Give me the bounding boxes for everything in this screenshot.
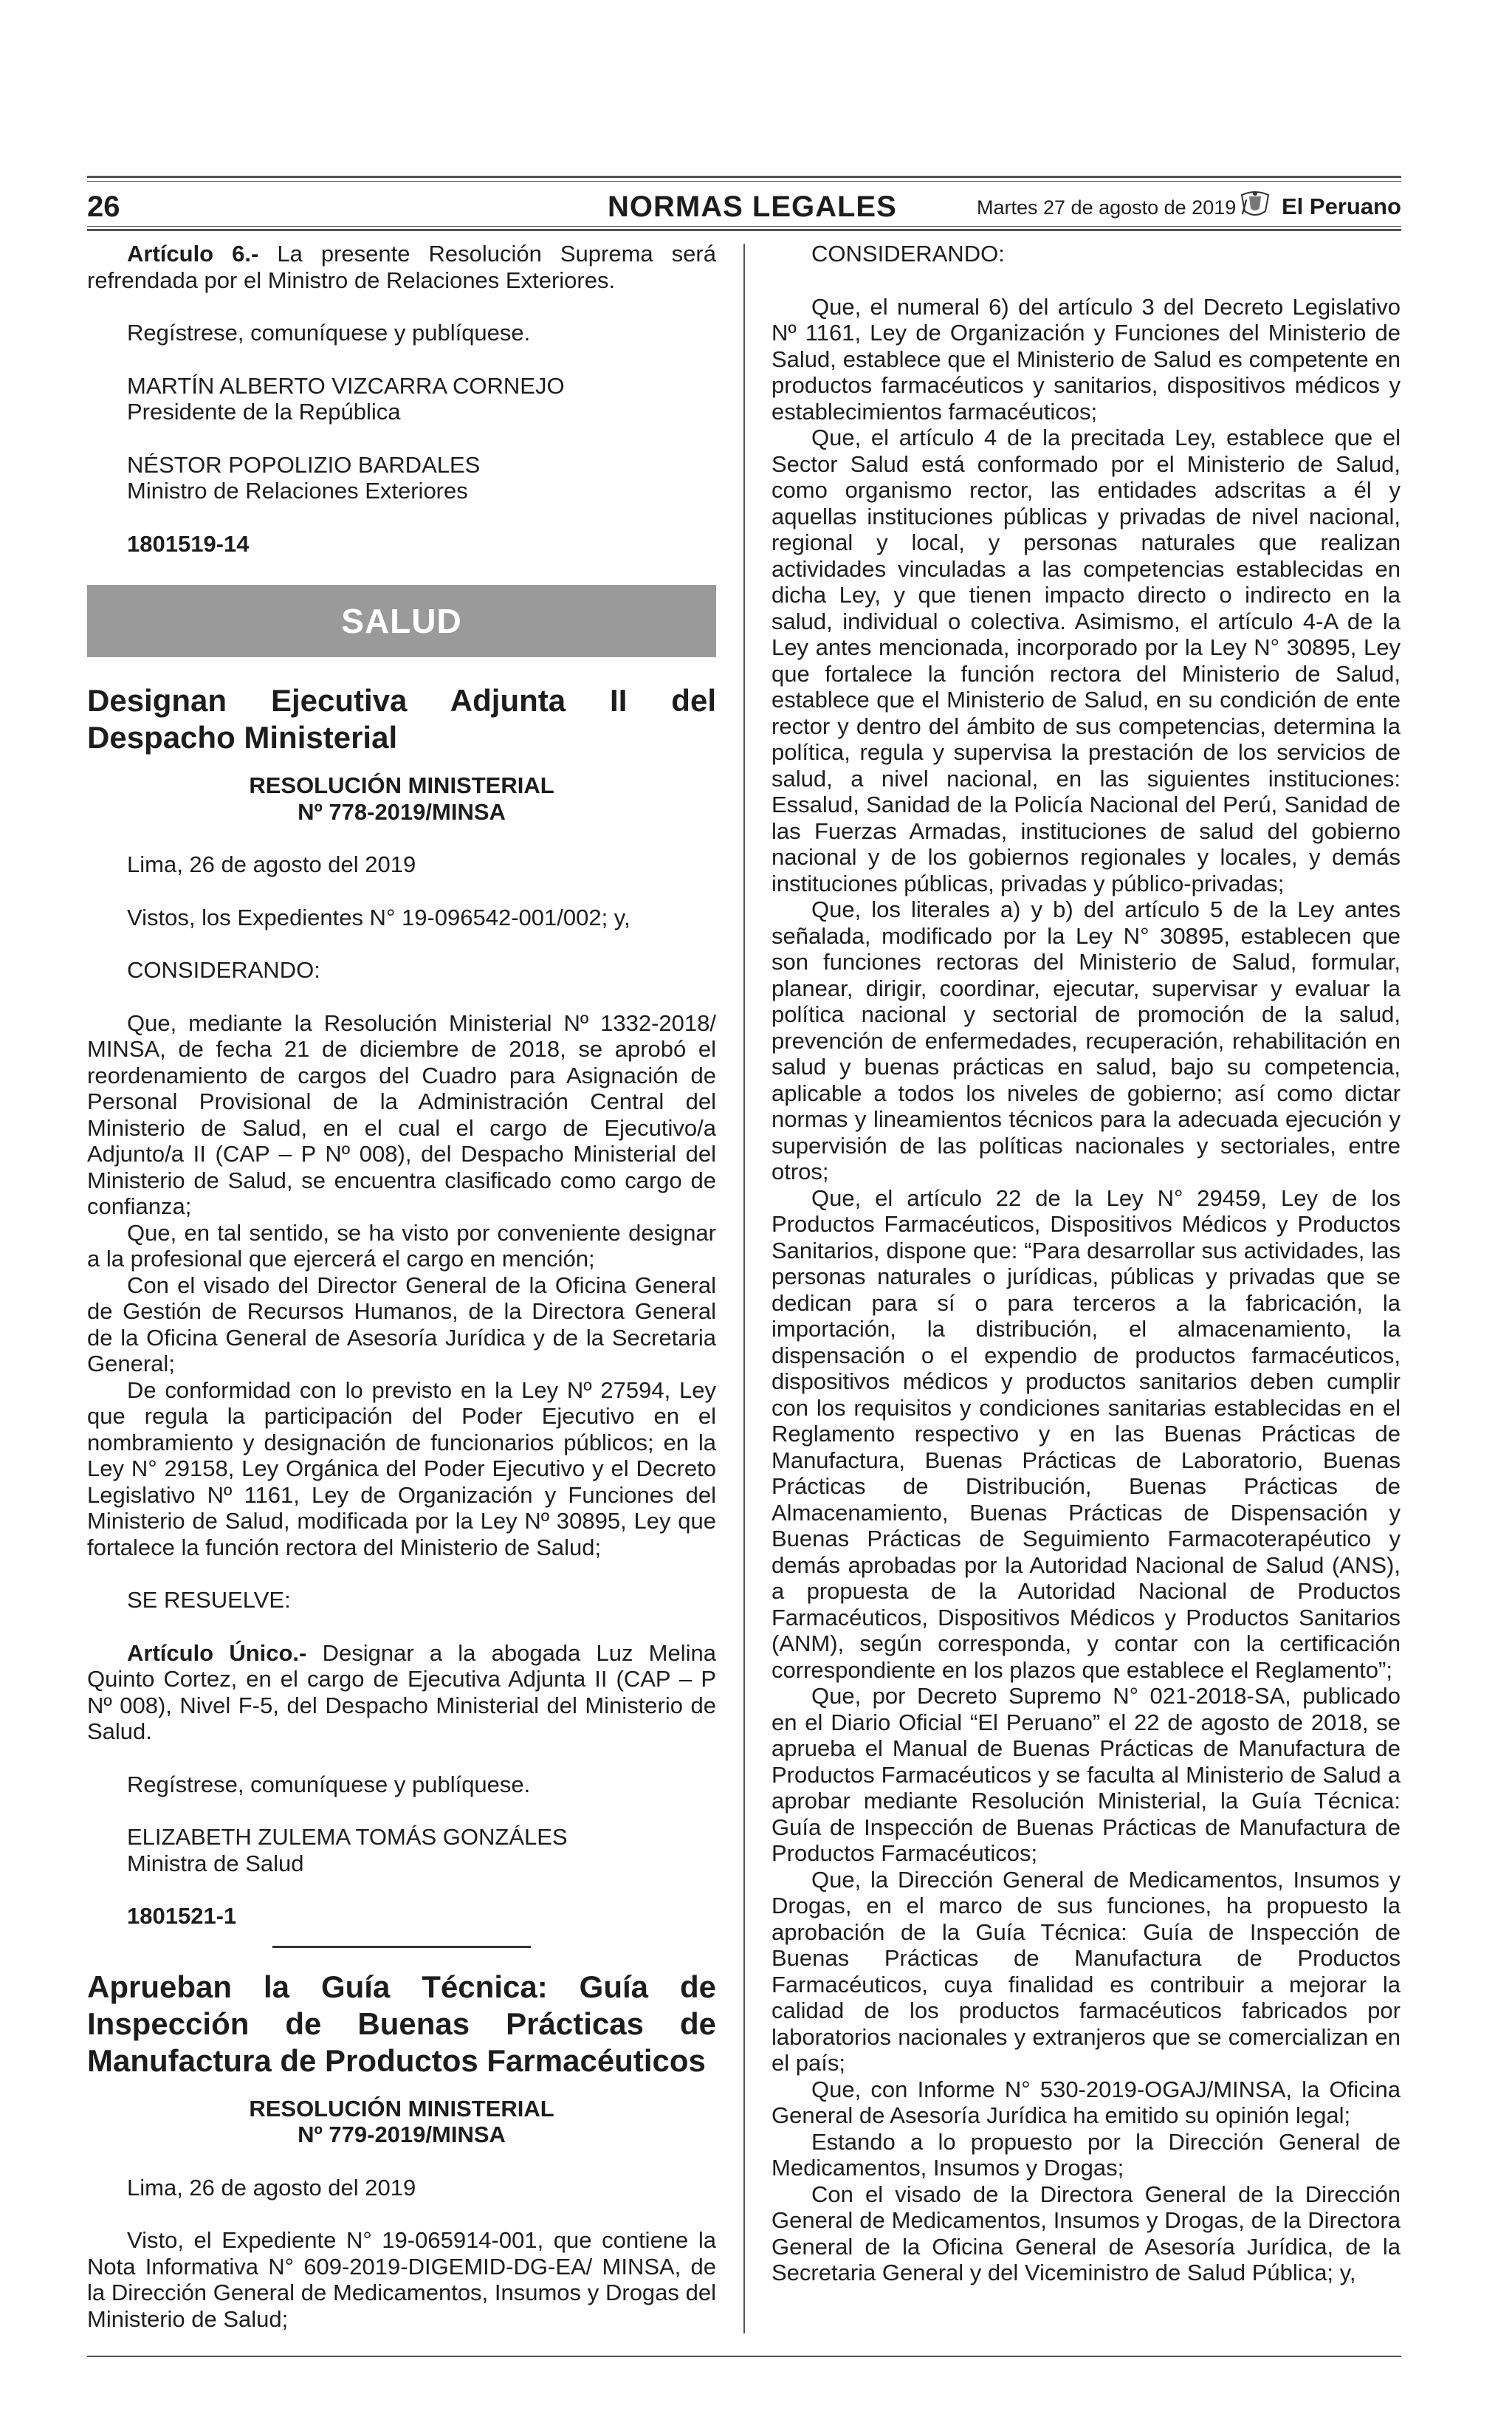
signer-2-name: NÉSTOR POPOLIZIO BARDALES [127,451,481,478]
resolution-1-paragraph-3: Con el visado del Director General de la Oficina General de Gestión de Recursos Humanos, de la Directora General de la Oficina General de Asesoría Jurídica y de la Secretaria General; [87,1272,716,1376]
headline-2: Aprueban la Guía Técnica: Guía de Inspección de Buenas Prácticas de Manufactura de Productos Farmacéuticos [87,1969,716,2078]
article-6 [87,241,716,293]
resolution-1-paragraph-2: Que, en tal sentido, se ha visto por conveniente designar a la profesional que ejercerá el cargo en mención; [87,1219,716,1272]
coat-of-arms-icon [1239,189,1271,219]
right-paragraph-9: Con el visado de la Directora General de la Dirección General de Medicamentos, Insumos y Drogas, de la Directora General de la Oficina General de Asesoría Jurídica, de la Secretaria General y del Viceministro de Salud Pública; y, [772,2181,1401,2285]
right-paragraph-8: Estando a lo propuesto por la Dirección General de Medicamentos, Insumos y Drogas; [772,2128,1401,2181]
section-banner: SALUD [87,585,716,657]
signer-2-title: Ministro de Relaciones Exteriores [127,478,468,504]
considerando-heading-2: CONSIDERANDO: [811,241,1005,267]
right-paragraph-1: Que, el numeral 6) del artículo 3 del Decreto Legislativo Nº 1161, Ley de Organización y Funciones del Ministerio de Salud, establece que el Ministerio de Salud es competente en productos farmacéuticos y sanitarios, dispositivos médicos y establecimientos farmacéuticos; [772,293,1401,425]
newspaper-name: El Peruano [1282,193,1401,219]
article-6-text: La presente Resolución Suprema será refrendada por el Ministro de Relaciones Exteriores. [87,241,716,293]
se-resuelve: SE RESUELVE: [127,1587,291,1613]
considerando-heading-1: CONSIDERANDO: [127,957,320,983]
separator-rule [272,1946,531,1948]
page-header [87,186,1401,223]
header-date: Martes 27 de agosto de 2019 / [977,196,1248,219]
right-paragraph-7: Que, con Informe N° 530-2019-OGAJ/MINSA, la Oficina General de Asesoría Jurídica ha emitido su opinión legal; [772,2076,1401,2128]
header-bottom-rule-thick [87,229,1401,231]
resolution-1-paragraph-4: De conformidad con lo previsto en la Ley Nº 27594, Ley que regula la participación del Poder Ejecutivo en el nombramiento y designación de funcionarios públicos; en la Ley N° 29158, Ley Orgánica del Poder Ejecutivo y el Decreto Legislativo Nº 1161, Ley de Organización y Funciones del Ministerio de Salud, modificada por la Ley Nº 30895, Ley que fortalece la función rectora del Ministerio de Salud; [87,1376,716,1560]
signer-1-name: MARTÍN ALBERTO VIZCARRA CORNEJO [127,372,565,399]
headline-1: Designan Ejecutiva Adjunta II del Despacho Ministerial [87,683,716,755]
article-unico [87,1640,716,1745]
signer-1-title: Presidente de la República [127,399,401,425]
footer-rule [87,2356,1401,2357]
signer-3-name: ELIZABETH ZULEMA TOMÁS GONZÁLES [127,1824,568,1850]
resolution-1-number: Nº 778-2019/MINSA [298,798,506,825]
header-top-rule-thin [87,181,1401,182]
resolution-2-number: Nº 779-2019/MINSA [298,2122,506,2147]
left-column [87,241,716,2332]
article-6-label: Artículo 6.- [127,241,259,267]
right-paragraph-3: Que, los literales a) y b) del artículo 5 de la Ley antes señalada, modificado por la Ley N° 30895, establecen que son funciones rectoras del Ministerio de Salud, formular, planear, dirigir, coordinar, ejecutar, supervisar y evaluar la política nacional y sectorial de promoción de la salud, prevención de enfermedades, recuperación, rehabilitación en salud y buenas prácticas en salud, bajo su competencia, aplicable a todos los niveles de gobierno; así como dictar normas y lineamientos técnicos para la adecuada ejecución y supervisión de las políticas nacionales y sectoriales, entre otros; [772,896,1401,1184]
right-paragraph-2: Que, el artículo 4 de la precitada Ley, establece que el Sector Salud está conformado por el Ministerio de Salud, como organismo rector, las entidades adscritas a él y aquellas instituciones públicas y privadas de nivel nacional, regional y local, y personas naturales que realizan actividades vinculadas a las competencias establecidas en dicha Ley, y que tienen impacto directo o indirecto en la salud, individual o colectiva. Asimismo, el artículo 4-A de la Ley antes mencionada, incorporado por la Ley N° 30895, Ley que fortalece la función rectora del Ministerio de Salud, establece que el Ministerio de Salud, en su condición de ente rector y dentro del ámbito de sus competencias, determina la política, regula y supervisa la prestación de los servicios de salud, a nivel nacional, en las siguientes instituciones: Essalud, Sanidad de la Policía Nacional del Perú, Sanidad de las Fuerzas Armadas, instituciones de salud del gobierno nacional y de los gobiernos regionales y locales, y demás instituciones públicas, privadas y público-privadas; [772,425,1401,896]
publication-code-2: 1801521-1 [127,1903,237,1929]
resolution-1-date: Lima, 26 de agosto del 2019 [127,851,416,877]
right-paragraph-6: Que, la Dirección General de Medicamentos, Insumos y Drogas, en el marco de sus funciones, ha propuesto la aprobación de la Guía Técnica: Guía de Inspección de Buenas Prácticas de Manufactura de Productos Farmacéuticos, cuya finalidad es contribuir a mejorar la calidad de los productos farmacéuticos fabricados por laboratorios nacionales y extranjeros que se comercializan en el país; [772,1866,1401,2076]
right-column [772,241,1401,2286]
right-paragraph-5: Que, por Decreto Supremo N° 021-2018-SA, publicado en el Diario Oficial “El Peruano” el 22 de agosto de 2018, se aprueba el Manual de Buenas Prácticas de Manufactura de Productos Farmacéuticos y se faculta al Ministerio de Salud a aprobar mediante Resolución Ministerial, la Guía Técnica: Guía de Inspección de Buenas Prácticas de Manufactura de Productos Farmacéuticos; [772,1683,1401,1866]
header-top-rule [87,176,1401,178]
article-unico-label: Artículo Único.- [127,1639,307,1666]
signer-3-title: Ministra de Salud [127,1850,304,1876]
article-unico-text: Designar a la abogada Luz Melina Quinto Cortez, en el cargo de Ejecutiva Adjunta II (CAP – P Nº 008), Nivel F-5, del Despacho Ministerial del Ministerio de Salud. [87,1639,717,1744]
resolution-1-title: RESOLUCIÓN MINISTERIAL [249,772,554,798]
registrese-2: Regístrese, comuníquese y publíquese. [127,1771,531,1797]
column-divider [743,244,745,2333]
right-paragraph-4: Que, el artículo 22 de la Ley N° 29459, Ley de los Productos Farmacéuticos, Dispositivos Médicos y Productos Sanitarios, dispone que: “Para desarrollar sus actividades, las personas naturales o jurídicas, públicas y privadas que se dedican para sí o para terceros a la fabricación, la importación, la distribución, el almacenamiento, la dispensación o el expendio de productos farmacéuticos, dispositivos médicos y productos sanitarios deben cumplir con los requisitos y condiciones sanitarias establecidas en el Reglamento respectivo y en las Buenas Prácticas de Manufactura, Buenas Prácticas de Laboratorio, Buenas Prácticas de Distribución, Buenas Prácticas de Almacenamiento, Buenas Prácticas de Dispensación y Buenas Prácticas de Seguimiento Farmacoterapéutico y demás aprobadas por la Autoridad Nacional de Salud (ANS), a propuesta de la Autoridad Nacional de Productos Farmacéuticos, Dispositivos Médicos y Productos Sanitarios (ANM), según corresponda, y contar con la certificación correspondiente en los plazos que establece el Reglamento”; [772,1184,1401,1683]
resolution-1-paragraph-1: Que, mediante la Resolución Ministerial Nº 1332-2018/ MINSA, de fecha 21 de diciembre de 2018, se aprobó el reordenamiento de cargos del Cuadro para Asignación de Personal Provisional de la Administración Central del Ministerio de Salud, en el cual el cargo de Ejecutivo/a Adjunto/a II (CAP – P Nº 008), del Despacho Ministerial del Ministerio de Salud, se encuentra clasificado como cargo de confianza; [87,1009,716,1219]
publication-code-1: 1801519-14 [127,530,250,557]
resolution-2-title: RESOLUCIÓN MINISTERIAL [249,2095,554,2122]
resolution-2-date: Lima, 26 de agosto del 2019 [127,2174,416,2201]
resolution-1-vistos: Vistos, los Expedientes N° 19-096542-001/002; y, [127,904,630,930]
header-bottom-rule [87,226,1401,227]
section-title: NORMAS LEGALES [608,191,897,223]
resolution-2-visto: Visto, el Expediente N° 19-065914-001, que contiene la Nota Informativa N° 609-2019-DIGEMID-DG-EA/ MINSA, de la Dirección General de Medicamentos, Insumos y Drogas del Ministerio de Salud; [87,2227,716,2332]
registrese-1: Regístrese, comuníquese y publíquese. [127,320,531,346]
page-number: 26 [87,191,120,223]
